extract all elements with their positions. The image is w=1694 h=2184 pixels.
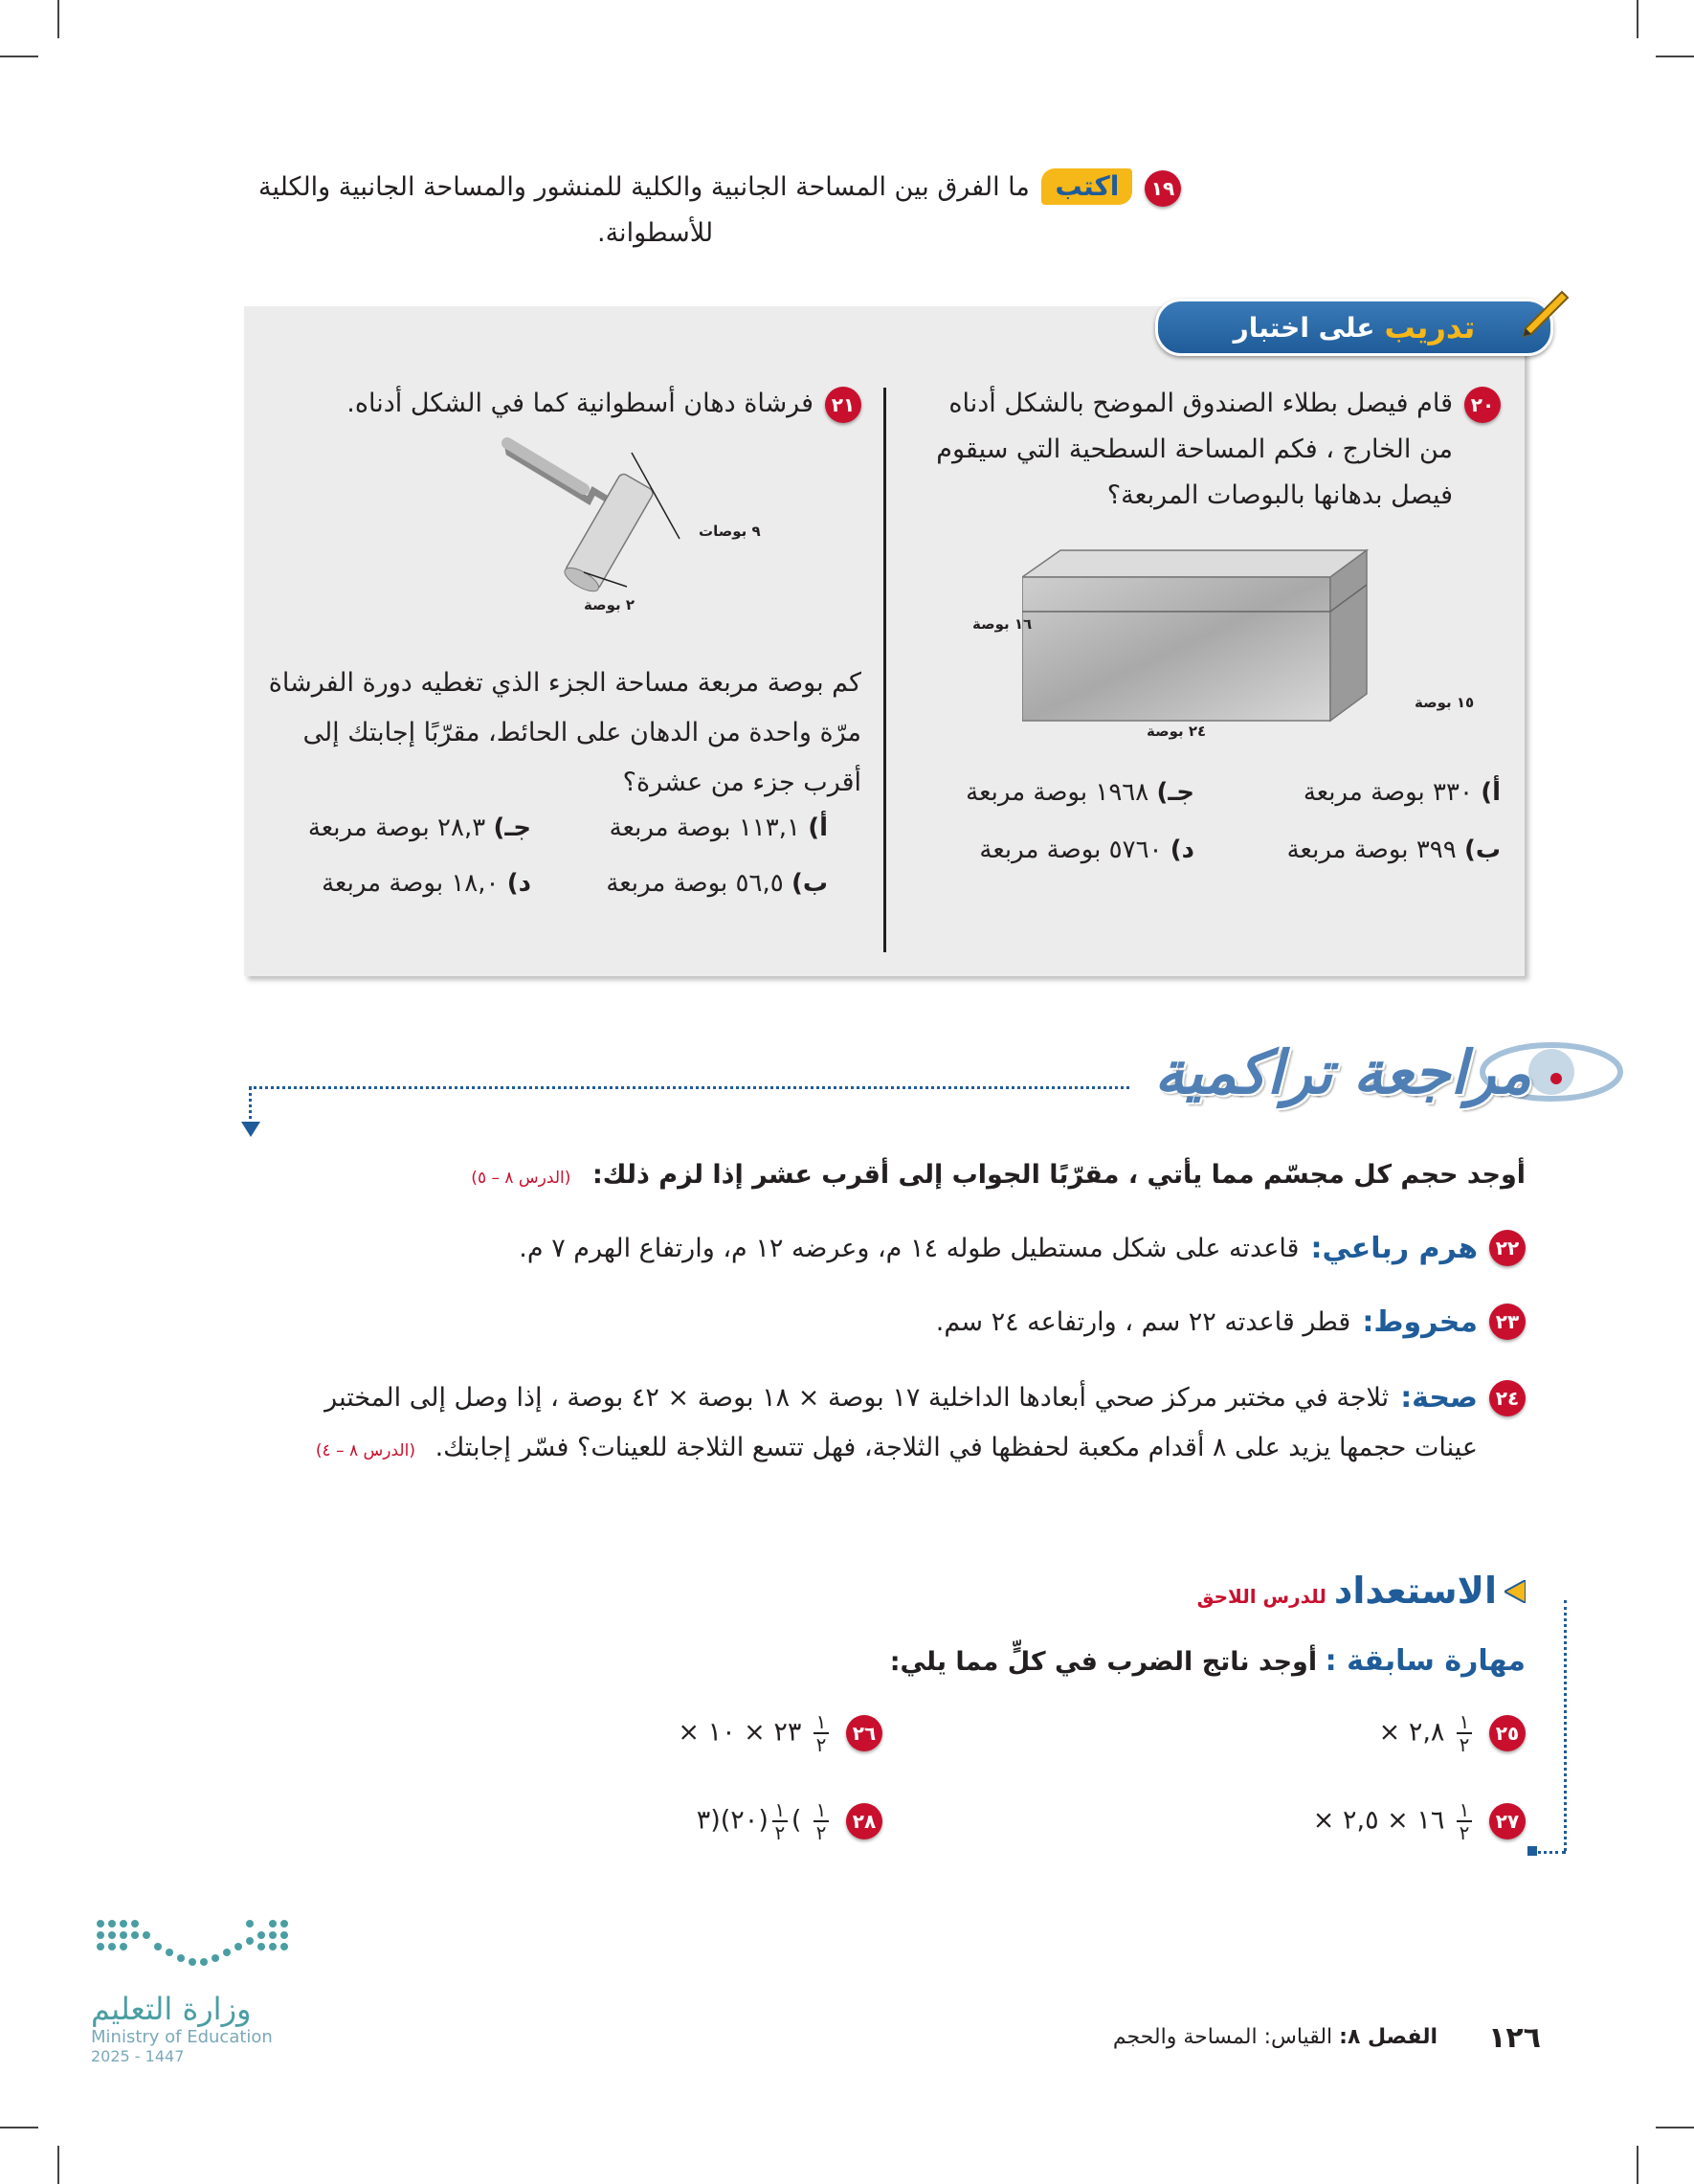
review-title	[1154, 1029, 1531, 1115]
fraction-half: $\frac{١}{٢}$	[1457, 1711, 1472, 1755]
dimension-length: ٩ بوصات	[699, 523, 761, 540]
question-21	[258, 381, 861, 955]
fraction-half: $\frac{١}{٢}$	[814, 1711, 829, 1755]
choice-b[interactable]: ب) ٥٦,٥ بوصة مربعة	[606, 869, 828, 898]
banner-accent: تدريب	[1384, 309, 1476, 345]
question-text: كم بوصة مربعة مساحة الجزء الذي تغطيه دورة الفرشاة	[268, 668, 861, 698]
ministry-dots-icon	[91, 1914, 301, 1981]
question-number: ٢١	[825, 387, 861, 423]
item-label: مخروط:	[1362, 1304, 1478, 1339]
review-dotted-line	[249, 1086, 1129, 1089]
question-text: أقرب جزء من عشرة؟	[622, 768, 861, 797]
question-19	[224, 165, 1181, 260]
question-number: ٢٨	[846, 1803, 882, 1839]
crop-mark	[57, 0, 59, 38]
question-text: مرّة واحدة من الدهان على الحائط، مقرّبًا إجابتك إلى	[302, 718, 861, 747]
lesson-ref: (الدرس ٨ – ٤)	[315, 1441, 415, 1460]
ministry-year: 2025 - 1447	[91, 2047, 185, 2065]
pencil-icon	[1512, 288, 1570, 345]
question-number: ٢٧	[1489, 1803, 1526, 1839]
crop-mark	[1656, 56, 1694, 57]
triangle-marker-icon	[1505, 1580, 1526, 1603]
crop-mark	[1637, 0, 1638, 38]
question-20	[907, 381, 1501, 955]
review-intro: أوجد حجم كل مجسّم مما يأتي ، مقرّبًا الجواب إلى أقرب عشر إذا لزم ذلك: (الدرس ٨ – ٥)	[471, 1160, 1526, 1190]
chapter-label: الفصل ٨:	[1339, 2025, 1438, 2049]
question-text: فيصل بدهانها بالبوصات المربعة؟	[1106, 480, 1453, 510]
ministry-name-ar: وزارة التعليم	[91, 1991, 252, 2027]
ministry-name-en: Ministry of Education	[91, 2027, 273, 2047]
arrow-down-icon	[241, 1122, 260, 1139]
question-number: ٢٢	[1489, 1230, 1526, 1266]
choice-a[interactable]: أ) ٣٣٠ بوصة مربعة	[1303, 778, 1501, 807]
ministry-logo	[91, 1914, 311, 2065]
item-text: قاعدته على شكل مستطيل طوله ١٤ م، وعرضه ١٢ م، وارتفاع الهرم ٧ م.	[519, 1233, 1300, 1263]
readiness-item-26: ٢٦ $\frac{١}{٢}$ ٢٣ × ١٠ ×	[678, 1711, 882, 1755]
question-number: ١٩	[1145, 170, 1181, 207]
fraction-half: $\frac{١}{٢}$	[772, 1799, 788, 1843]
question-text: فرشاة دهان أسطوانية كما في الشكل أدناه.	[346, 389, 814, 418]
crop-mark	[0, 2127, 38, 2128]
review-title-text: مراجعة تراكمية	[1154, 1036, 1531, 1107]
choice-d[interactable]: د) ٥٧٦٠ بوصة مربعة	[979, 836, 1194, 864]
lesson-ref: (الدرس ٨ – ٥)	[471, 1169, 571, 1188]
question-number: ٢٣	[1489, 1304, 1526, 1340]
dimension-width: ١٥ بوصة	[1415, 694, 1475, 711]
panel-divider	[883, 388, 886, 952]
test-practice-panel	[244, 306, 1525, 976]
crop-mark	[1656, 2127, 1694, 2128]
question-text: من الخارج ، فكم المساحة السطحية التي سيقوم	[936, 435, 1453, 464]
question-number: ٢٦	[846, 1715, 882, 1751]
review-dotted-line	[249, 1086, 252, 1126]
crop-mark	[1637, 2146, 1638, 2184]
write-tag: اكتب	[1041, 168, 1132, 205]
readiness-dotted-line	[1564, 1600, 1567, 1851]
box-figure	[1022, 548, 1424, 730]
question-text: للأسطوانة.	[597, 218, 714, 248]
question-number: ٢٤	[1489, 1380, 1526, 1416]
choice-d[interactable]: د) ١٨,٠ بوصة مربعة	[322, 869, 531, 898]
test-practice-banner	[1155, 299, 1553, 356]
choice-a[interactable]: أ) ١١٣,١ بوصة مربعة	[609, 813, 828, 842]
question-text: ما الفرق بين المساحة الجانبية والكلية للمنشور والمساحة الجانبية والكلية	[257, 172, 1030, 202]
readiness-item-27: ٢٧ $\frac{١}{٢}$ ١٦ × ٢,٥ ×	[1313, 1799, 1526, 1843]
choice-c[interactable]: جـ) ٢٨,٣ بوصة مربعة	[307, 813, 531, 842]
readiness-skill: مهارة سابقة : أوجد ناتج الضرب في كلٍّ مما يلي:	[889, 1644, 1526, 1678]
review-item-24	[243, 1373, 1526, 1476]
item-text: ثلاجة في مختبر مركز صحي أبعادها الداخلية ١٧ بوصة × ١٨ بوصة × ٤٢ بوصة ، إذا وصل إلى المختبر	[324, 1383, 1390, 1413]
review-item-23	[936, 1304, 1526, 1340]
item-text: قطر قاعدته ٢٢ سم ، وارتفاعه ٢٤ سم.	[935, 1306, 1351, 1337]
question-text: قام فيصل بطلاء الصندوق الموضح بالشكل أدناه	[948, 389, 1453, 418]
crop-mark	[57, 2146, 59, 2184]
item-text: عينات حجمها يزيد على ٨ أقدام مكعبة لحفظها في الثلاجة، فهل تتسع الثلاجة للعينات؟ فسّر إجابتك.	[435, 1433, 1478, 1462]
choice-b[interactable]: ب) ٣٩٩ بوصة مربعة	[1286, 836, 1501, 864]
review-item-22	[519, 1230, 1526, 1266]
item-label: هرم رباعي:	[1310, 1231, 1478, 1265]
choice-c[interactable]: جـ) ١٩٦٨ بوصة مربعة	[966, 778, 1194, 807]
chapter-title: القياس: المساحة والحجم	[1112, 2025, 1333, 2049]
dimension-length: ٢٤ بوصة	[1147, 723, 1207, 740]
readiness-header	[1197, 1570, 1526, 1612]
question-number: ٢٠	[1464, 387, 1501, 423]
readiness-end-marker	[1527, 1846, 1537, 1856]
fraction-half: $\frac{١}{٢}$	[1457, 1799, 1472, 1843]
crop-mark	[0, 56, 38, 57]
chapter-footer	[1113, 2025, 1438, 2049]
readiness-item-28: ٢٨ $\frac{١}{٢}$ ) $\frac{١}{٢}$ (٢٠)(٣	[697, 1799, 882, 1843]
readiness-subtitle: للدرس اللاحق	[1196, 1585, 1326, 1608]
readiness-item-25: ٢٥ $\frac{١}{٢}$ ٢,٨ ×	[1379, 1711, 1526, 1755]
question-number: ٢٥	[1489, 1715, 1526, 1751]
dimension-height: ١٦ بوصة	[972, 615, 1033, 633]
fraction-half: $\frac{١}{٢}$	[814, 1799, 829, 1843]
dimension-diameter: ٢ بوصة	[584, 596, 635, 613]
item-label: صحة:	[1400, 1381, 1478, 1415]
readiness-title: الاستعداد	[1333, 1570, 1497, 1612]
banner-text: على اختبار	[1233, 311, 1375, 344]
paint-roller-figure	[498, 434, 689, 596]
page-number: ١٢٦	[1488, 2021, 1541, 2055]
